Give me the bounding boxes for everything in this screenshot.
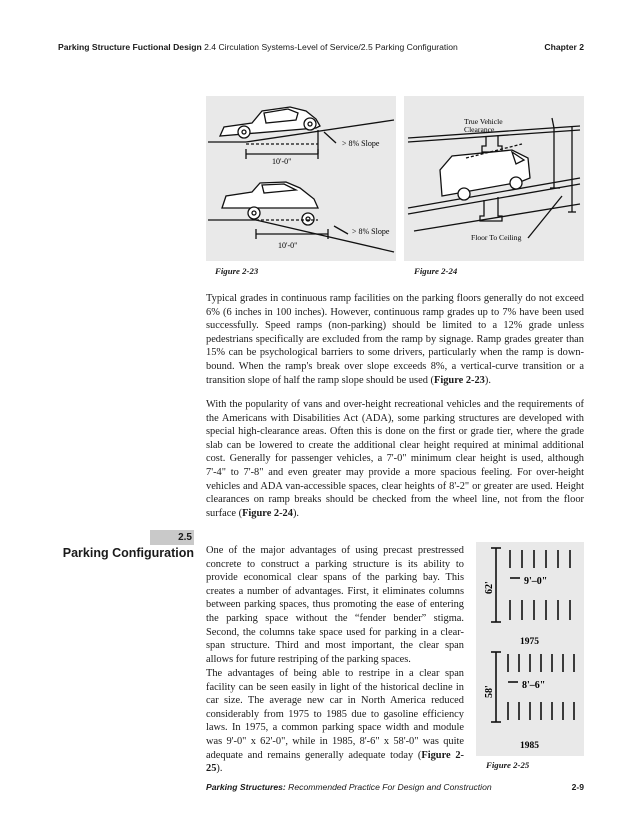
module-label-1985: 58' xyxy=(484,685,495,698)
header-title-bold: Parking Structure Fuctional Design xyxy=(58,42,202,52)
module-label-1975: 62' xyxy=(484,581,495,594)
header-title-rest: 2.4 Circulation Systems-Level of Service/2.5 Parking Configuration xyxy=(204,42,458,52)
slope-label-bottom: > 8% Slope xyxy=(352,227,390,236)
year-label-1985: 1985 xyxy=(520,741,539,751)
width-label-1985: 8'–6" xyxy=(522,680,546,691)
paragraph-restripe: The advantages of being able to restripe in a clear span facility can be seen easily in light of the historical decline in car size. The average new car in North America reduced considerably from 1975 to 1985 due to gasoline efficiency laws. In 1975, a common parking space width and module was 9'-0" x 62'-0", while in 1985, 8'-6" x 58'-0" was quite adequate and remains generally adequate today (Figure 2-25). xyxy=(206,668,464,775)
page-number: 2-9 xyxy=(571,782,584,792)
footer-title-bold: Parking Structures: xyxy=(206,782,286,792)
slope-label-top: > 8% Slope xyxy=(342,139,380,148)
figure-2-24-caption: Figure 2-24 xyxy=(414,266,458,276)
figure-ref-2-25: Figure 2-25 xyxy=(206,749,464,775)
paragraph-clearance: With the popularity of vans and over-height recreational vehicles and the requirements of the Americans with Disabilities Act (ADA), some parking structures are developed with special high-clearance areas. Often this is done on the first or grade tier, where the grade slab can be lowered to create the additional clear height required at minimal additional cost. Generally for passenger vehicles, a 7'-0" minimum clear height is used, although 7'-4" to 7'-8" and even greater may provide a more spacious feeling. For over-height vehicles and ADA van-accessible spaces, clear heights of 8'-2" or greater are used. Height clearances on ramp breaks should be checked from the wheel line, not from the floor surface (Figure 2-24). xyxy=(206,399,584,519)
section-number: 2.5 xyxy=(150,530,194,545)
clearance-label-line2: Clearance xyxy=(464,125,495,134)
paragraph-ramp-grades: Typical grades in continuous ramp facilities on the parking floors generally do not exceed 6% (6 inches in 100 inches). However, continuous ramp grades up to 7% have been used successfully. Speed ramps (non-parking) should be limited to a 12% grade unless pedestrians specifically are excluded from the ramp by signage. Ramp grades greater than 15% can be psychological barriers to some drivers, particularly when the ramp is down-bound. When the ramp's break over slope exceeds 8%, a vertical-curve transition or a transition slope of half the ramp slope should be used (Figure 2-23). xyxy=(206,293,584,386)
figure-2-25 xyxy=(476,542,584,756)
figure-2-23-drawing xyxy=(206,96,396,261)
clearance-label-line1: True Vehicle xyxy=(464,117,503,126)
figure-2-23-caption: Figure 2-23 xyxy=(215,266,259,276)
paragraph-clear-span: One of the major advantages of using precast prestressed concrete to construct a parking structure is its ability to provide economical clear spans of the parking bay. This creates a number of advantages. First, it eliminates columns between parking spaces, thus promoting the ease of entering the parking space without the “fender bender” stigma. Second, the columns take space used for parking in a clear-span structure. Third and most important, the clear span allows for future restriping of the parking spaces. xyxy=(206,545,464,665)
figure-2-24-drawing xyxy=(404,96,584,261)
header-chapter: Chapter 2 xyxy=(544,42,584,52)
year-label-1975: 1975 xyxy=(520,637,539,647)
page-header xyxy=(58,42,584,52)
figure-2-24 xyxy=(404,96,584,261)
dim-label-top: 10'-0" xyxy=(272,157,292,166)
width-label-1975: 9'–0" xyxy=(524,576,548,587)
figure-2-25-drawing xyxy=(476,542,584,756)
figure-2-25-caption: Figure 2-25 xyxy=(486,760,530,770)
page-footer xyxy=(206,782,584,792)
section-title: Parking Configuration xyxy=(62,546,194,560)
figure-ref-2-24: Figure 2-24 xyxy=(242,507,293,519)
dim-label-bottom: 10'-0" xyxy=(278,241,298,250)
floor-to-ceiling-label: Floor To Ceiling xyxy=(471,233,522,242)
figure-ref-2-23: Figure 2-23 xyxy=(433,374,485,386)
footer-title-rest: Recommended Practice For Design and Construction xyxy=(288,782,492,792)
figure-2-23 xyxy=(206,96,396,261)
